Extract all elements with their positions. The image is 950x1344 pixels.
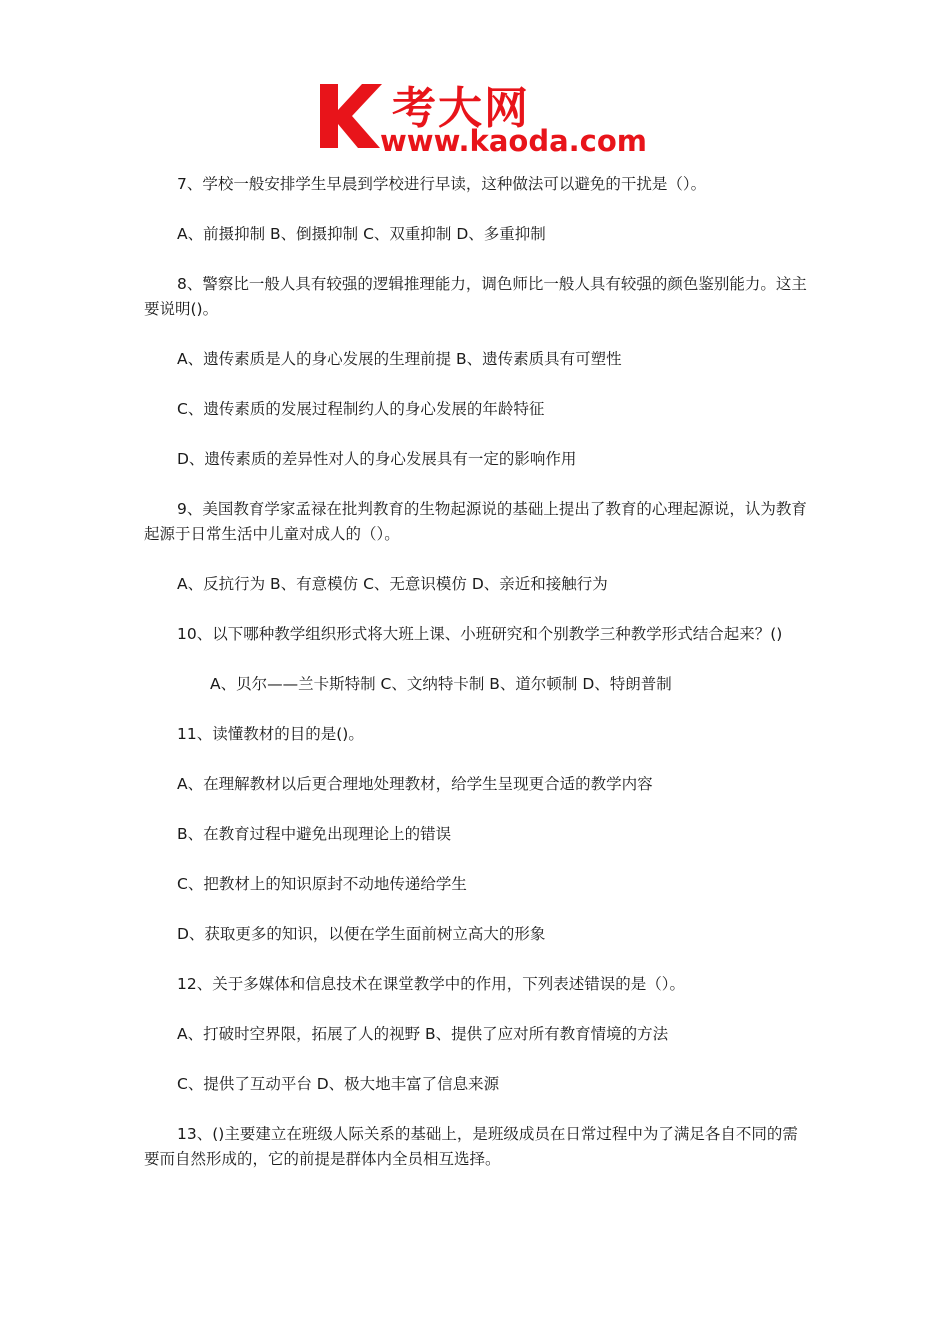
question-10: 10、以下哪种教学组织形式将大班上课、小班研究和个别教学三种教学形式结合起来？() [177,625,783,643]
k-logo-icon [318,80,384,150]
question-9: 9、美国教育学家孟禄在批判教育的生物起源说的基础上提出了教育的心理起源说，认为教育起源于日常生活中儿童对成人的（）。 [144,500,807,543]
question-11: 11、读懂教材的目的是()。 [177,725,364,743]
question-12-option-cd: C、提供了互动平台 D、极大地丰富了信息来源 [177,1075,500,1093]
document-body [144,172,808,1197]
question-11-option-c: C、把教材上的知识原封不动地传递给学生 [177,875,467,893]
question-11-option-b: B、在教育过程中避免出现理论上的错误 [177,825,452,843]
question-7-options: A、前摄抑制 B、倒摄抑制 C、双重抑制 D、多重抑制 [177,225,546,243]
logo-brand-text: 考大网 [392,83,530,134]
kaoda-logo [318,78,647,160]
question-7: 7、学校一般安排学生早晨到学校进行早读，这种做法可以避免的干扰是（）。 [177,175,707,193]
question-11-option-d: D、获取更多的知识，以便在学生面前树立高大的形象 [177,925,546,943]
question-11-option-a: A、在理解教材以后更合理地处理教材，给学生呈现更合适的教学内容 [177,775,653,793]
question-8-option-c: C、遗传素质的发展过程制约人的身心发展的年龄特征 [177,400,545,418]
question-10-options: A、贝尔——兰卡斯特制 C、文纳特卡制 B、道尔顿制 D、特朗普制 [210,675,672,693]
question-8: 8、警察比一般人具有较强的逻辑推理能力，调色师比一般人具有较强的颜色鉴别能力。这主要说明()。 [144,275,807,318]
question-8-option-d: D、遗传素质的差异性对人的身心发展具有一定的影响作用 [177,450,577,468]
question-12-option-ab: A、打破时空界限，拓展了人的视野 B、提供了应对所有教育情境的方法 [177,1025,669,1043]
logo-url-text: www.kaoda.com [380,124,647,158]
question-8-option-ab: A、遗传素质是人的身心发展的生理前提 B、遗传素质具有可塑性 [177,350,622,368]
question-12: 12、关于多媒体和信息技术在课堂教学中的作用，下列表述错误的是（）。 [177,975,685,993]
question-13: 13、()主要建立在班级人际关系的基础上，是班级成员在日常过程中为了满足各自不同的需要而自然形成的，它的前提是群体内全员相互选择。 [144,1125,798,1168]
question-9-options: A、反抗行为 B、有意模仿 C、无意识模仿 D、亲近和接触行为 [177,575,608,593]
